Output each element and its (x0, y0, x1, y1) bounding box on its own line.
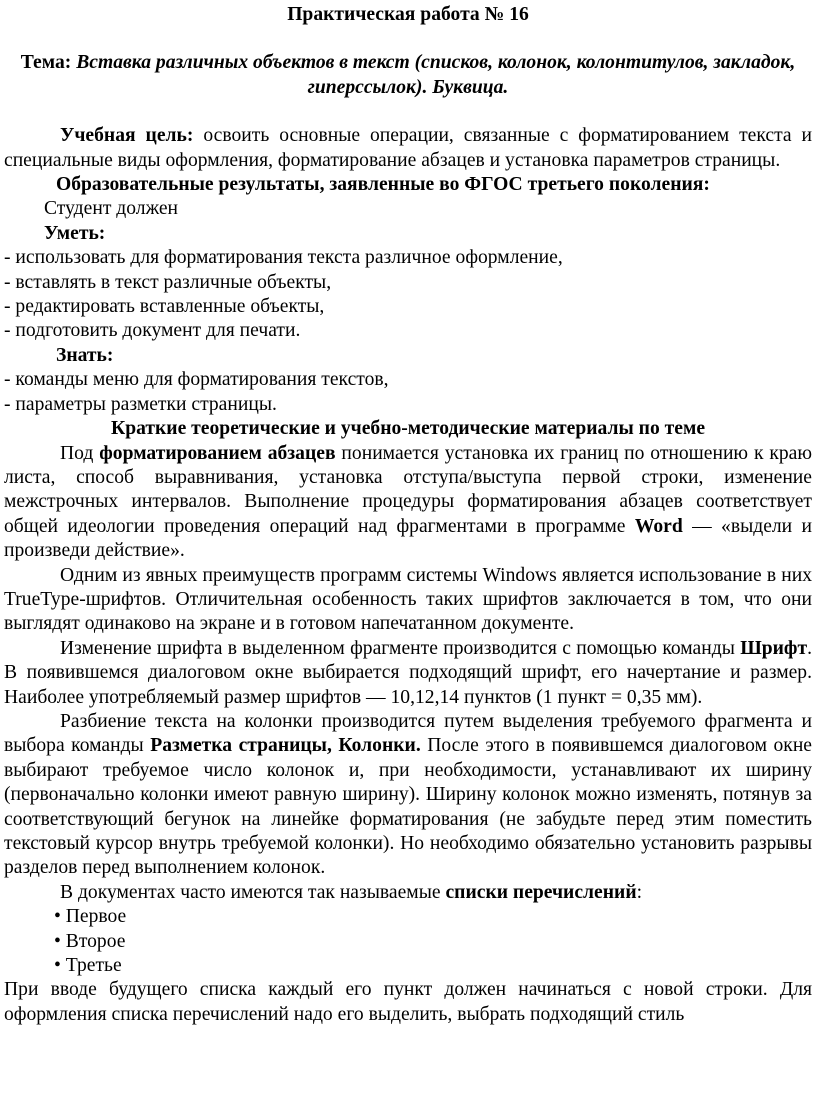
term-lists: списки перечислений (445, 881, 637, 903)
text-run: Изменение шрифта в выделенном фрагменте производится с помощью команды (60, 637, 741, 659)
know-item: - параметры разметки страницы. (4, 393, 277, 415)
term-word: Word (634, 515, 683, 537)
paragraph-lists (4, 881, 812, 905)
paragraph-list-input: При вводе будущего списка каждый его пункт должен начинаться с новой строки. Для оформления списка перечислений надо его выделить, выбрать подходящий стиль (4, 979, 812, 1025)
results-heading: Образовательные результаты, заявленные во ФГОС третьего поколения: (56, 174, 710, 196)
term-paragraph-formatting: форматированием абзацев (99, 442, 336, 464)
spacer (4, 100, 812, 124)
text-run: После этого в появившемся диалоговом окне выбирают требуемое число колонок и, при необходимости, устанавливают их ширину (первоначально колонки имеют равную ширину). Ширину колонок можно изменять, потянув за соответствующий бегунок на линейке форматирования (не забудьте перед этим поместить текстовый курсор внутрь требуемой колонки). Но необходимо обязательно установить разрывы разделов перед выполнением колонок. (4, 735, 812, 879)
able-item: - вставлять в текст различные объекты, (4, 271, 332, 293)
goal-label: Учебная цель: (60, 125, 194, 147)
text-run: В документах часто имеются так называемые (60, 881, 446, 903)
text-run: понимается установка их границ по отношению к краю листа, способ выравнивания, установка отступа/выступа первой строки, изменение межстрочных интервалов. Выполнение процедуры форматирования абзацев соответствует общей идеологии проведения операций над фрагментами в программе (4, 442, 813, 537)
topic-text: Вставка различных объектов в текст (списков, колонок, колонтитулов, закладок, гиперссылок). Буквица. (76, 52, 796, 98)
paragraph-formatting (4, 442, 812, 564)
know-heading: Знать: (56, 344, 114, 366)
bullet-item: • Первое (54, 906, 127, 928)
bullet-item: • Второе (54, 930, 126, 952)
goal-text: освоить основные операции, связанные с форматированием текста и специальные виды оформления, форматирование абзацев и установка параметров страницы. (4, 125, 813, 171)
student-must: Студент должен (44, 198, 179, 220)
bullet-item: • Третье (54, 955, 122, 977)
topic-label: Тема: (20, 52, 72, 74)
able-heading: Уметь: (44, 222, 106, 244)
theory-heading: Краткие теоретические и учебно-методические материалы по теме (110, 418, 706, 440)
spacer (4, 27, 812, 51)
paragraph-columns (4, 710, 812, 881)
paragraph-truetype: Одним из явных преимуществ программ системы Windows является использование в них TrueType-шрифтов. Отличительная особенность таких шрифтов заключается в том, что они выглядят одинаково на экране и в готовом напечатанном документе. (4, 564, 812, 635)
term-font: Шрифт (740, 637, 808, 659)
text-run: : (636, 881, 643, 903)
text-run: . В появившемся диалоговом окне выбирается подходящий шрифт, его начертание и размер. Наиболее употребляемый размер шрифтов — 10,12,14 пунктов (1 пункт = 0,35 мм). (4, 637, 812, 708)
document-title: Практическая работа № 16 (287, 4, 529, 25)
able-item: - использовать для форматирования текста различное оформление, (4, 247, 563, 269)
goal-paragraph (4, 124, 812, 173)
paragraph-font (4, 637, 812, 710)
able-item: - редактировать вставленные объекты, (4, 296, 325, 318)
text-run: Разбиение текста на колонки производится путем выделения требуемого фрагмента и выбора команды (4, 710, 812, 757)
know-item: - команды меню для форматирования текстов, (4, 369, 389, 391)
text-run: Под (60, 442, 100, 464)
able-item: - подготовить документ для печати. (4, 320, 301, 342)
topic-paragraph (4, 51, 812, 100)
term-columns: Разметка страницы, Колонки. (150, 735, 421, 757)
text-run: — «выдели и произведи действие». (4, 515, 812, 562)
